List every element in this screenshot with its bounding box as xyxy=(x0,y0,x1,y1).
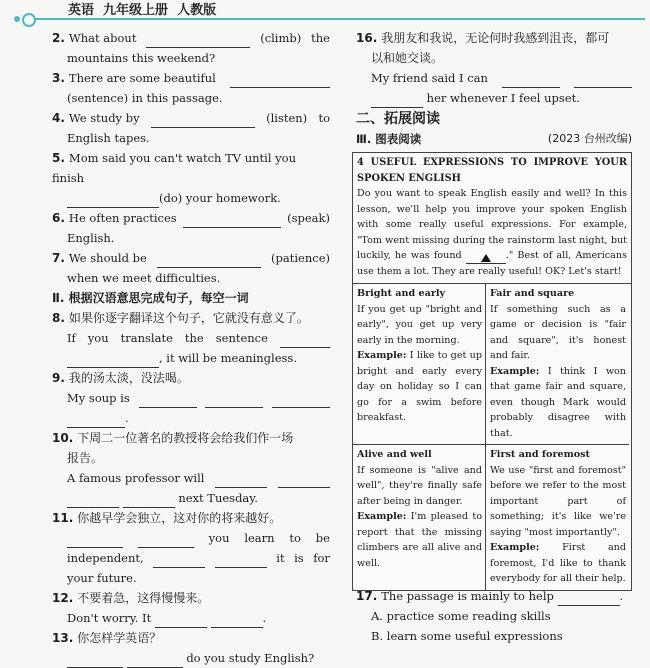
answer-blank[interactable] xyxy=(371,93,423,108)
header-ring-icon xyxy=(22,13,36,27)
header-dot-icon xyxy=(14,16,20,22)
word-hint: (speak) xyxy=(287,211,330,225)
answer-blank[interactable] xyxy=(157,253,261,268)
question-3: 3. There are some beautiful (sentence) in this passage. xyxy=(52,68,330,108)
answer-blank[interactable] xyxy=(205,393,263,408)
word-hint: (listen) xyxy=(266,111,308,125)
question-7: 7. We should be (patience) when we meet difficulties. xyxy=(52,248,330,288)
reading-intro: 4 USEFUL EXPRESSIONS TO IMPROVE YOUR SPOKEN ENGLISH Do you want to speak English easily and well? In this lesson, we'll help you improve your spoken English with some really useful expressions. For example, "Tom went missing during the rainstorm last night, but luckily, he was found ." Best of all, Americans use them a lot. They are really useful! OK? Let's start! xyxy=(353,153,631,284)
question-13: 13. 你怎样学英语？ do you study English? xyxy=(52,628,330,668)
expression-cell: Fair and square If something such as a game or decision is "fair and square", it's honest and fair. Example: I think I won that game fair and square, even though Mark would probably disagree with that. xyxy=(486,284,629,445)
answer-blank[interactable] xyxy=(215,553,267,568)
triangle-marker-icon xyxy=(481,254,491,262)
expression-cell: Alive and well If someone is "alive and well", they're finally safe after being in danger. Example: I'm pleased to report that the missing climbers are all alive and well. xyxy=(353,445,486,590)
answer-blank[interactable] xyxy=(67,353,159,368)
page-header xyxy=(0,0,650,30)
reading-title: 4 USEFUL EXPRESSIONS TO IMPROVE YOUR SPOKEN ENGLISH xyxy=(357,157,627,184)
question-6: 6. He often practices (speak) English. xyxy=(52,208,330,248)
option-b[interactable]: B. learn some useful expressions xyxy=(371,629,563,643)
answer-blank[interactable] xyxy=(151,113,255,128)
answer-blank[interactable] xyxy=(67,193,159,208)
answer-blank[interactable] xyxy=(215,473,267,488)
section-heading: 二、拓展阅读 xyxy=(356,111,440,127)
question-17: 17. The passage is mainly to help . A. practice some reading skills B. learn some useful expressions xyxy=(356,586,632,646)
answer-blank[interactable] xyxy=(67,533,123,548)
answer-blank[interactable] xyxy=(574,73,632,88)
answer-blank[interactable] xyxy=(230,73,330,88)
answer-blank[interactable] xyxy=(466,251,506,264)
source-note: (2023 台州改编) xyxy=(547,132,632,145)
answer-blank[interactable] xyxy=(67,493,119,508)
answer-blank[interactable] xyxy=(127,653,183,668)
answer-blank[interactable] xyxy=(153,553,205,568)
book-title: 英语 九年级上册 人教版 xyxy=(68,3,217,18)
question-9: 9. 我的汤太淡，没法喝。 My soup is . xyxy=(52,368,330,428)
answer-blank[interactable] xyxy=(211,613,263,628)
question-16: 16. 我朋友和我说，无论何时我感到沮丧，都可 以和她交谈。 My friend said I can her whenever I feel upset. xyxy=(356,28,632,108)
question-10: 10. 下周二一位著名的教授将会给我们作一场 报告。 A famous professor will next Tuesday. xyxy=(52,428,330,508)
word-hint: (patience) xyxy=(271,251,330,265)
expression-cell: First and foremost We use "first and foremost" before we refer to the most important part of something; it's like we're saying "most importantly". Example: First and foremost, I'd like to thank everybody for all their help. xyxy=(490,449,626,584)
section-heading: Ⅱ. 根据汉语意思完成句子，每空一词 xyxy=(52,291,249,305)
answer-blank[interactable] xyxy=(502,73,560,88)
answer-blank[interactable] xyxy=(558,591,620,606)
answer-blank[interactable] xyxy=(67,653,123,668)
answer-blank[interactable] xyxy=(183,213,281,228)
option-a[interactable]: A. practice some reading skills xyxy=(371,609,551,623)
reading-table xyxy=(352,152,632,591)
header-rule xyxy=(35,18,645,20)
answer-blank[interactable] xyxy=(139,393,197,408)
expression-cell: Bright and early If you get up "bright and early", you get up very early in the morning. Example: I like to get up bright and early every day on holiday so I can go for a swim before breakfast. xyxy=(353,284,486,445)
question-12: 12. 不要着急，这得慢慢来。 Don't worry. It . xyxy=(52,588,330,628)
answer-blank[interactable] xyxy=(146,33,250,48)
answer-blank[interactable] xyxy=(67,413,125,428)
question-11: 11. 你越早学会独立，这对你的将来越好。 you learn to be independent, it is for your future. xyxy=(52,511,330,585)
subsection-heading: Ⅲ. 图表阅读 xyxy=(356,132,422,146)
answer-blank[interactable] xyxy=(272,393,330,408)
question-5: 5. Mom said you can't watch TV until you finish (do) your homework. xyxy=(52,148,330,208)
question-number: 2. xyxy=(52,31,65,45)
question-4: 4. We study by (listen) to English tapes. xyxy=(52,108,330,148)
answer-blank[interactable] xyxy=(280,333,330,348)
word-hint: (climb) xyxy=(260,31,302,45)
answer-blank[interactable] xyxy=(123,493,175,508)
question-2: 2. What about (climb) the mountains this weekend? xyxy=(52,28,330,68)
answer-blank[interactable] xyxy=(278,473,330,488)
left-column xyxy=(52,28,330,668)
expression-grid xyxy=(353,284,631,590)
answer-blank[interactable] xyxy=(138,533,194,548)
answer-blank[interactable] xyxy=(155,613,207,628)
question-8: 8. 如果你逐字翻译这个句子，它就没有意义了。 If you translate the sentence , it will be meaningless. xyxy=(52,308,330,368)
right-column xyxy=(356,28,632,148)
